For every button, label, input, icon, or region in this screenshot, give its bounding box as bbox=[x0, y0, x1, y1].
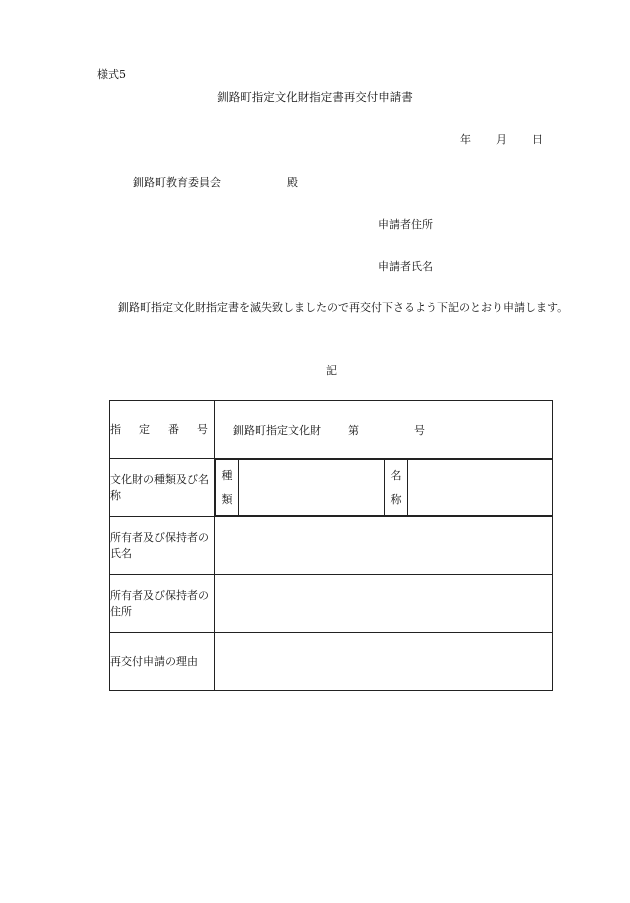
type-name-label: 文化財の種類及び名称 bbox=[110, 459, 215, 517]
table-row-owner-address bbox=[110, 575, 553, 633]
type-char: 類 bbox=[221, 492, 233, 506]
owner-name-field[interactable] bbox=[215, 517, 553, 575]
honorific: 殿 bbox=[287, 176, 298, 189]
designation-prefix: 釧路町指定文化財 bbox=[233, 423, 321, 437]
name-char: 称 bbox=[390, 492, 402, 506]
name-value-field[interactable] bbox=[408, 460, 553, 516]
designation-char: 指 bbox=[110, 422, 121, 436]
table-row-type-name bbox=[110, 459, 553, 517]
ki-heading: 記 bbox=[326, 364, 337, 377]
owner-address-label: 所有者及び保持者の住所 bbox=[110, 575, 215, 633]
designation-dai: 第 bbox=[348, 423, 359, 437]
table-row-reason bbox=[110, 633, 553, 691]
designation-number-value[interactable] bbox=[215, 401, 553, 459]
name-label-cell bbox=[385, 460, 408, 516]
date-day-label: 日 bbox=[532, 133, 543, 146]
designation-go: 号 bbox=[414, 423, 425, 437]
designation-char: 号 bbox=[197, 422, 208, 436]
addressee: 釧路町教育委員会 bbox=[133, 176, 221, 189]
date-year-label: 年 bbox=[460, 133, 471, 146]
type-name-cell bbox=[215, 459, 553, 517]
type-value-field[interactable] bbox=[239, 460, 385, 516]
table-row-designation bbox=[110, 401, 553, 459]
type-name-subgrid bbox=[215, 459, 552, 516]
date-month-label: 月 bbox=[496, 133, 507, 146]
type-label-cell bbox=[216, 460, 239, 516]
designation-number-label bbox=[110, 401, 215, 459]
designation-char: 定 bbox=[139, 422, 150, 436]
designation-char: 番 bbox=[168, 422, 179, 436]
application-table bbox=[109, 400, 553, 691]
application-statement: 釧路町指定文化財指定書を滅失致しましたので再交付下さるよう下記のとおり申請します。 bbox=[118, 301, 569, 314]
reason-field[interactable] bbox=[215, 633, 553, 691]
applicant-name-label: 申請者氏名 bbox=[378, 260, 433, 273]
document-title: 釧路町指定文化財指定書再交付申請書 bbox=[217, 90, 413, 104]
table-row-owner-name bbox=[110, 517, 553, 575]
name-char: 名 bbox=[390, 468, 402, 482]
applicant-address-label: 申請者住所 bbox=[378, 218, 433, 231]
owner-name-label: 所有者及び保持者の氏名 bbox=[110, 517, 215, 575]
reason-label: 再交付申請の理由 bbox=[110, 633, 215, 691]
type-char: 種 bbox=[221, 468, 233, 482]
form-number: 様式5 bbox=[97, 68, 126, 81]
owner-address-field[interactable] bbox=[215, 575, 553, 633]
